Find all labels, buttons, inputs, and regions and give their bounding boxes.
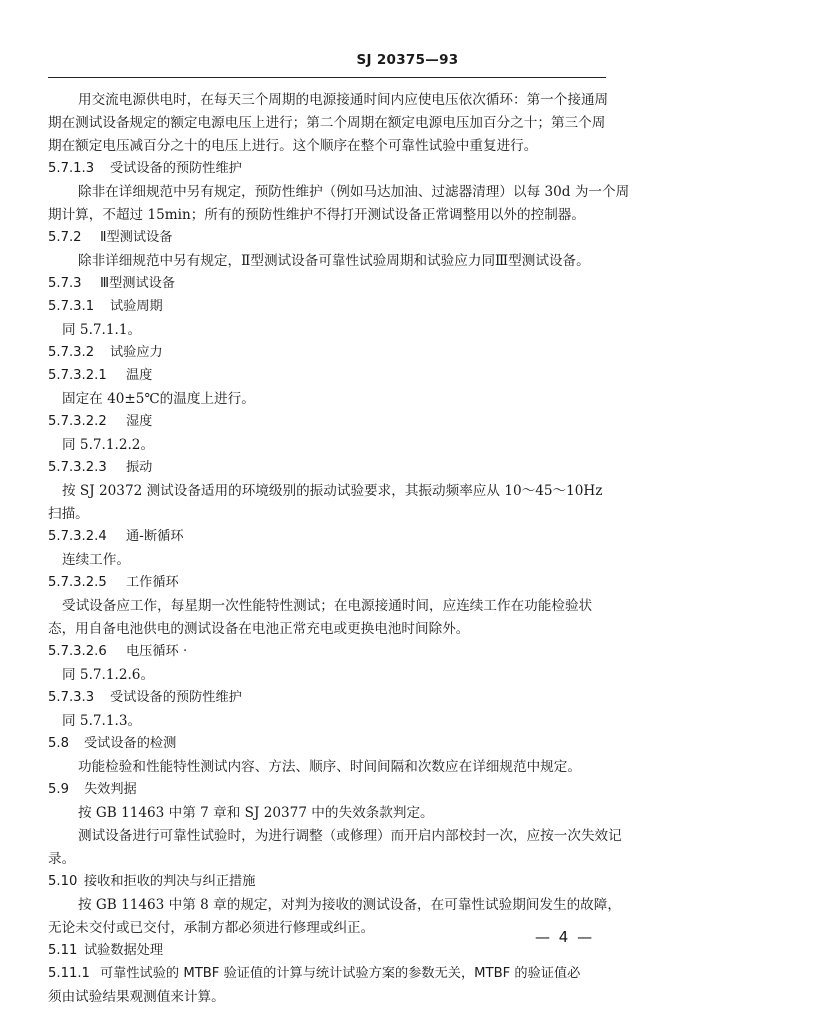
section-number: 5.7.3.1: [48, 299, 95, 314]
section-title: 受试设备的预防性维护: [110, 690, 242, 705]
body-text-line: 除非详细规范中另有规定，Ⅱ型测试设备可靠性试验周期和试验应力同Ⅲ型测试设备。: [78, 253, 590, 269]
section-number: 5.8: [48, 736, 69, 751]
section-title: 失效判据: [84, 782, 137, 797]
page-number: — 4 —: [535, 928, 595, 946]
body-text-line: 同 5.7.1.3。: [62, 713, 142, 729]
section-title: Ⅲ型测试设备: [100, 276, 176, 291]
body-text-line: 同 5.7.1.1。: [62, 322, 142, 338]
section-heading: [48, 527, 184, 547]
section-heading: [48, 964, 580, 984]
section-number: 5.7.3.2.6: [48, 644, 107, 659]
section-heading: [48, 688, 242, 708]
section-heading: [48, 941, 163, 961]
section-title: 试验应力: [110, 345, 163, 360]
section-number: 5.7.3.3: [48, 690, 95, 705]
section-heading: [48, 297, 163, 317]
section-number: 5.7.3.2: [48, 345, 95, 360]
section-title: 受试设备的预防性维护: [110, 161, 242, 176]
body-text-line: 同 5.7.1.2.6。: [62, 667, 155, 683]
section-title: 电压循环 ·: [126, 644, 188, 659]
section-number: 5.10: [48, 874, 78, 889]
section-number: 5.7.3.2.3: [48, 460, 107, 475]
section-title: 通-断循环: [126, 529, 184, 544]
body-text-line: 连续工作。: [62, 552, 130, 568]
body-text-line: 按 GB 11463 中第 8 章的规定，对判为接收的测试设备，在可靠性试验期间发生的故障，: [78, 897, 621, 913]
section-title: 受试设备的检测: [84, 736, 177, 751]
section-heading: [48, 458, 152, 478]
body-text-line: 无论未交付或已交付，承制方都必须进行修理或纠正。: [48, 920, 375, 936]
section-title: 接收和拒收的判决与纠正措施: [84, 874, 256, 889]
body-text-line: 按 GB 11463 中第 7 章和 SJ 20377 中的失效条款判定。: [78, 805, 434, 821]
section-heading: [48, 366, 152, 386]
body-text-line: 须由试验结果观测值来计算。: [48, 989, 225, 1005]
section-title: 温度: [126, 368, 153, 383]
section-number: 5.7.3.2.4: [48, 529, 107, 544]
section-heading: [48, 872, 255, 892]
body-text-line: 受试设备应工作，每星期一次性能特性测试；在电源接通时间，应连续工作在功能检验状: [62, 598, 593, 614]
section-number: 5.7.3.2.1: [48, 368, 107, 383]
section-number: 5.7.3.2.5: [48, 575, 107, 590]
section-heading: [48, 274, 175, 294]
body-text-line: 态，用自备电池供电的测试设备在电池正常充电或更换电池时间除外。: [48, 621, 470, 637]
section-heading: [48, 573, 179, 593]
body-text-line: 除非在详细规范中另有规定，预防性维护（例如马达加油、过滤器清理）以每 30d 为一个周: [78, 184, 630, 200]
section-heading: [48, 159, 242, 179]
body-text-line: 扫描。: [48, 506, 89, 522]
section-number: 5.11: [48, 943, 78, 958]
header-rule: [48, 77, 606, 78]
document-header: SJ 20375—93: [356, 52, 459, 68]
section-title: 湿度: [126, 414, 153, 429]
section-heading: [48, 780, 137, 800]
body-text-line: 用交流电源供电时，在每天三个周期的电源接通时间内应使电压依次循环：第一个接通周: [78, 92, 609, 108]
section-number: 5.7.3: [48, 276, 82, 291]
section-number: 5.7.3.2.2: [48, 414, 107, 429]
body-text-line: 期在额定电压减百分之十的电压上进行。这个顺序在整个可靠性试验中重复进行。: [48, 138, 538, 154]
body-text-line: 同 5.7.1.2.2。: [62, 437, 155, 453]
section-heading: [48, 412, 152, 432]
section-heading: [48, 734, 176, 754]
section-heading: [48, 642, 187, 662]
body-text-line: 录。: [48, 851, 76, 867]
section-number: 5.11.1: [48, 966, 90, 981]
section-number: 5.7.1.3: [48, 161, 95, 176]
section-number: 5.9: [48, 782, 69, 797]
body-text-line: 期计算，不超过 15min；所有的预防性维护不得打开测试设备正常调整用以外的控制器。: [48, 207, 585, 223]
body-text-line: 按 SJ 20372 测试设备适用的环境级别的振动试验要求，其振动频率应从 10～45～10Hz: [62, 483, 603, 499]
body-text-line: 固定在 40±5℃的温度上进行。: [62, 391, 255, 407]
section-heading: [48, 343, 163, 363]
body-text-line: 功能检验和性能特性测试内容、方法、顺序、时间间隔和次数应在详细规范中规定。: [78, 759, 581, 775]
section-title: 试验数据处理: [84, 943, 164, 958]
section-title: 振动: [126, 460, 153, 475]
section-heading: [48, 228, 172, 248]
section-title: 试验周期: [110, 299, 163, 314]
body-text-line: 可靠性试验的 MTBF 验证值的计算与统计试验方案的参数无关，MTBF 的验证值必: [100, 966, 581, 981]
body-text-line: 测试设备进行可靠性试验时，为进行调整（或修理）而开启内部校封一次，应按一次失效记: [78, 828, 622, 844]
body-text-line: 期在测试设备规定的额定电源电压上进行；第二个周期在额定电源电压加百分之十；第三个周: [48, 115, 606, 131]
section-title: 工作循环: [126, 575, 179, 590]
section-title: Ⅱ型测试设备: [100, 230, 173, 245]
section-number: 5.7.2: [48, 230, 82, 245]
